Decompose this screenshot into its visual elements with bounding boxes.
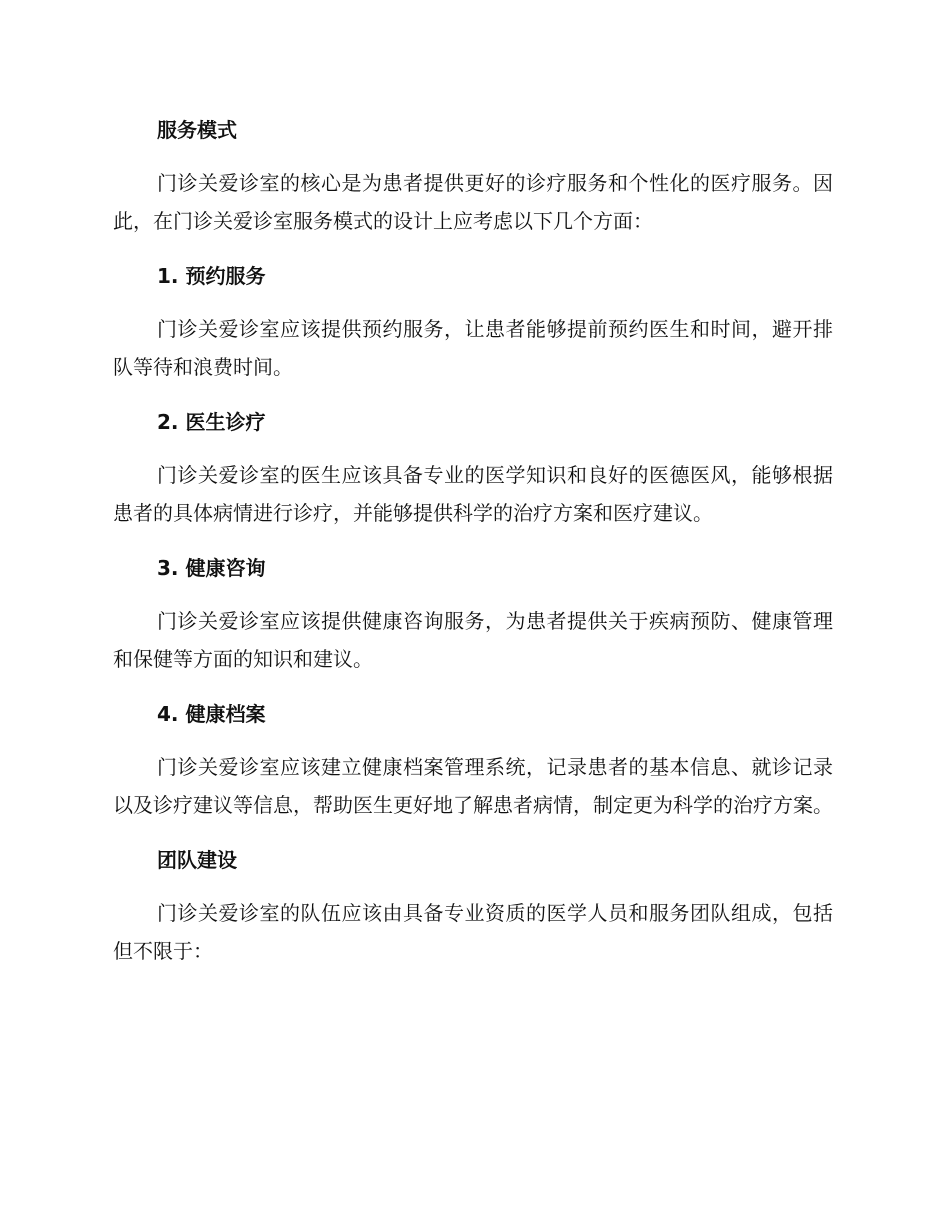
section-heading: 服务模式 [157,118,237,142]
section-doctor-treatment [113,404,833,532]
section-paragraph: 门诊关爱诊室的队伍应该由具备专业资质的医学人员和服务团队组成，包括但不限于： [113,901,833,963]
section-heading: 1. 预约服务 [157,264,266,288]
section-paragraph: 门诊关爱诊室的医生应该具备专业的医学知识和良好的医德医风，能够根据患者的具体病情进行诊疗，并能够提供科学的治疗方案和医疗建议。 [113,463,833,525]
document-body [113,112,833,988]
section-paragraph: 门诊关爱诊室的核心是为患者提供更好的诊疗服务和个性化的医疗服务。因此，在门诊关爱诊室服务模式的设计上应考虑以下几个方面： [113,171,833,233]
section-health-records [113,696,833,824]
section-heading: 3. 健康咨询 [157,556,266,580]
section-heading: 团队建设 [157,848,237,872]
section-paragraph: 门诊关爱诊室应该提供预约服务，让患者能够提前预约医生和时间，避开排队等待和浪费时间。 [113,317,833,379]
section-paragraph: 门诊关爱诊室应该建立健康档案管理系统，记录患者的基本信息、就诊记录以及诊疗建议等信息，帮助医生更好地了解患者病情，制定更为科学的治疗方案。 [113,755,833,817]
section-heading: 2. 医生诊疗 [157,410,266,434]
section-health-consult [113,550,833,678]
section-heading: 4. 健康档案 [157,702,266,726]
section-paragraph: 门诊关爱诊室应该提供健康咨询服务，为患者提供关于疾病预防、健康管理和保健等方面的知识和建议。 [113,609,833,671]
section-service-model [113,112,833,240]
section-appointment [113,258,833,386]
section-team-building [113,842,833,970]
